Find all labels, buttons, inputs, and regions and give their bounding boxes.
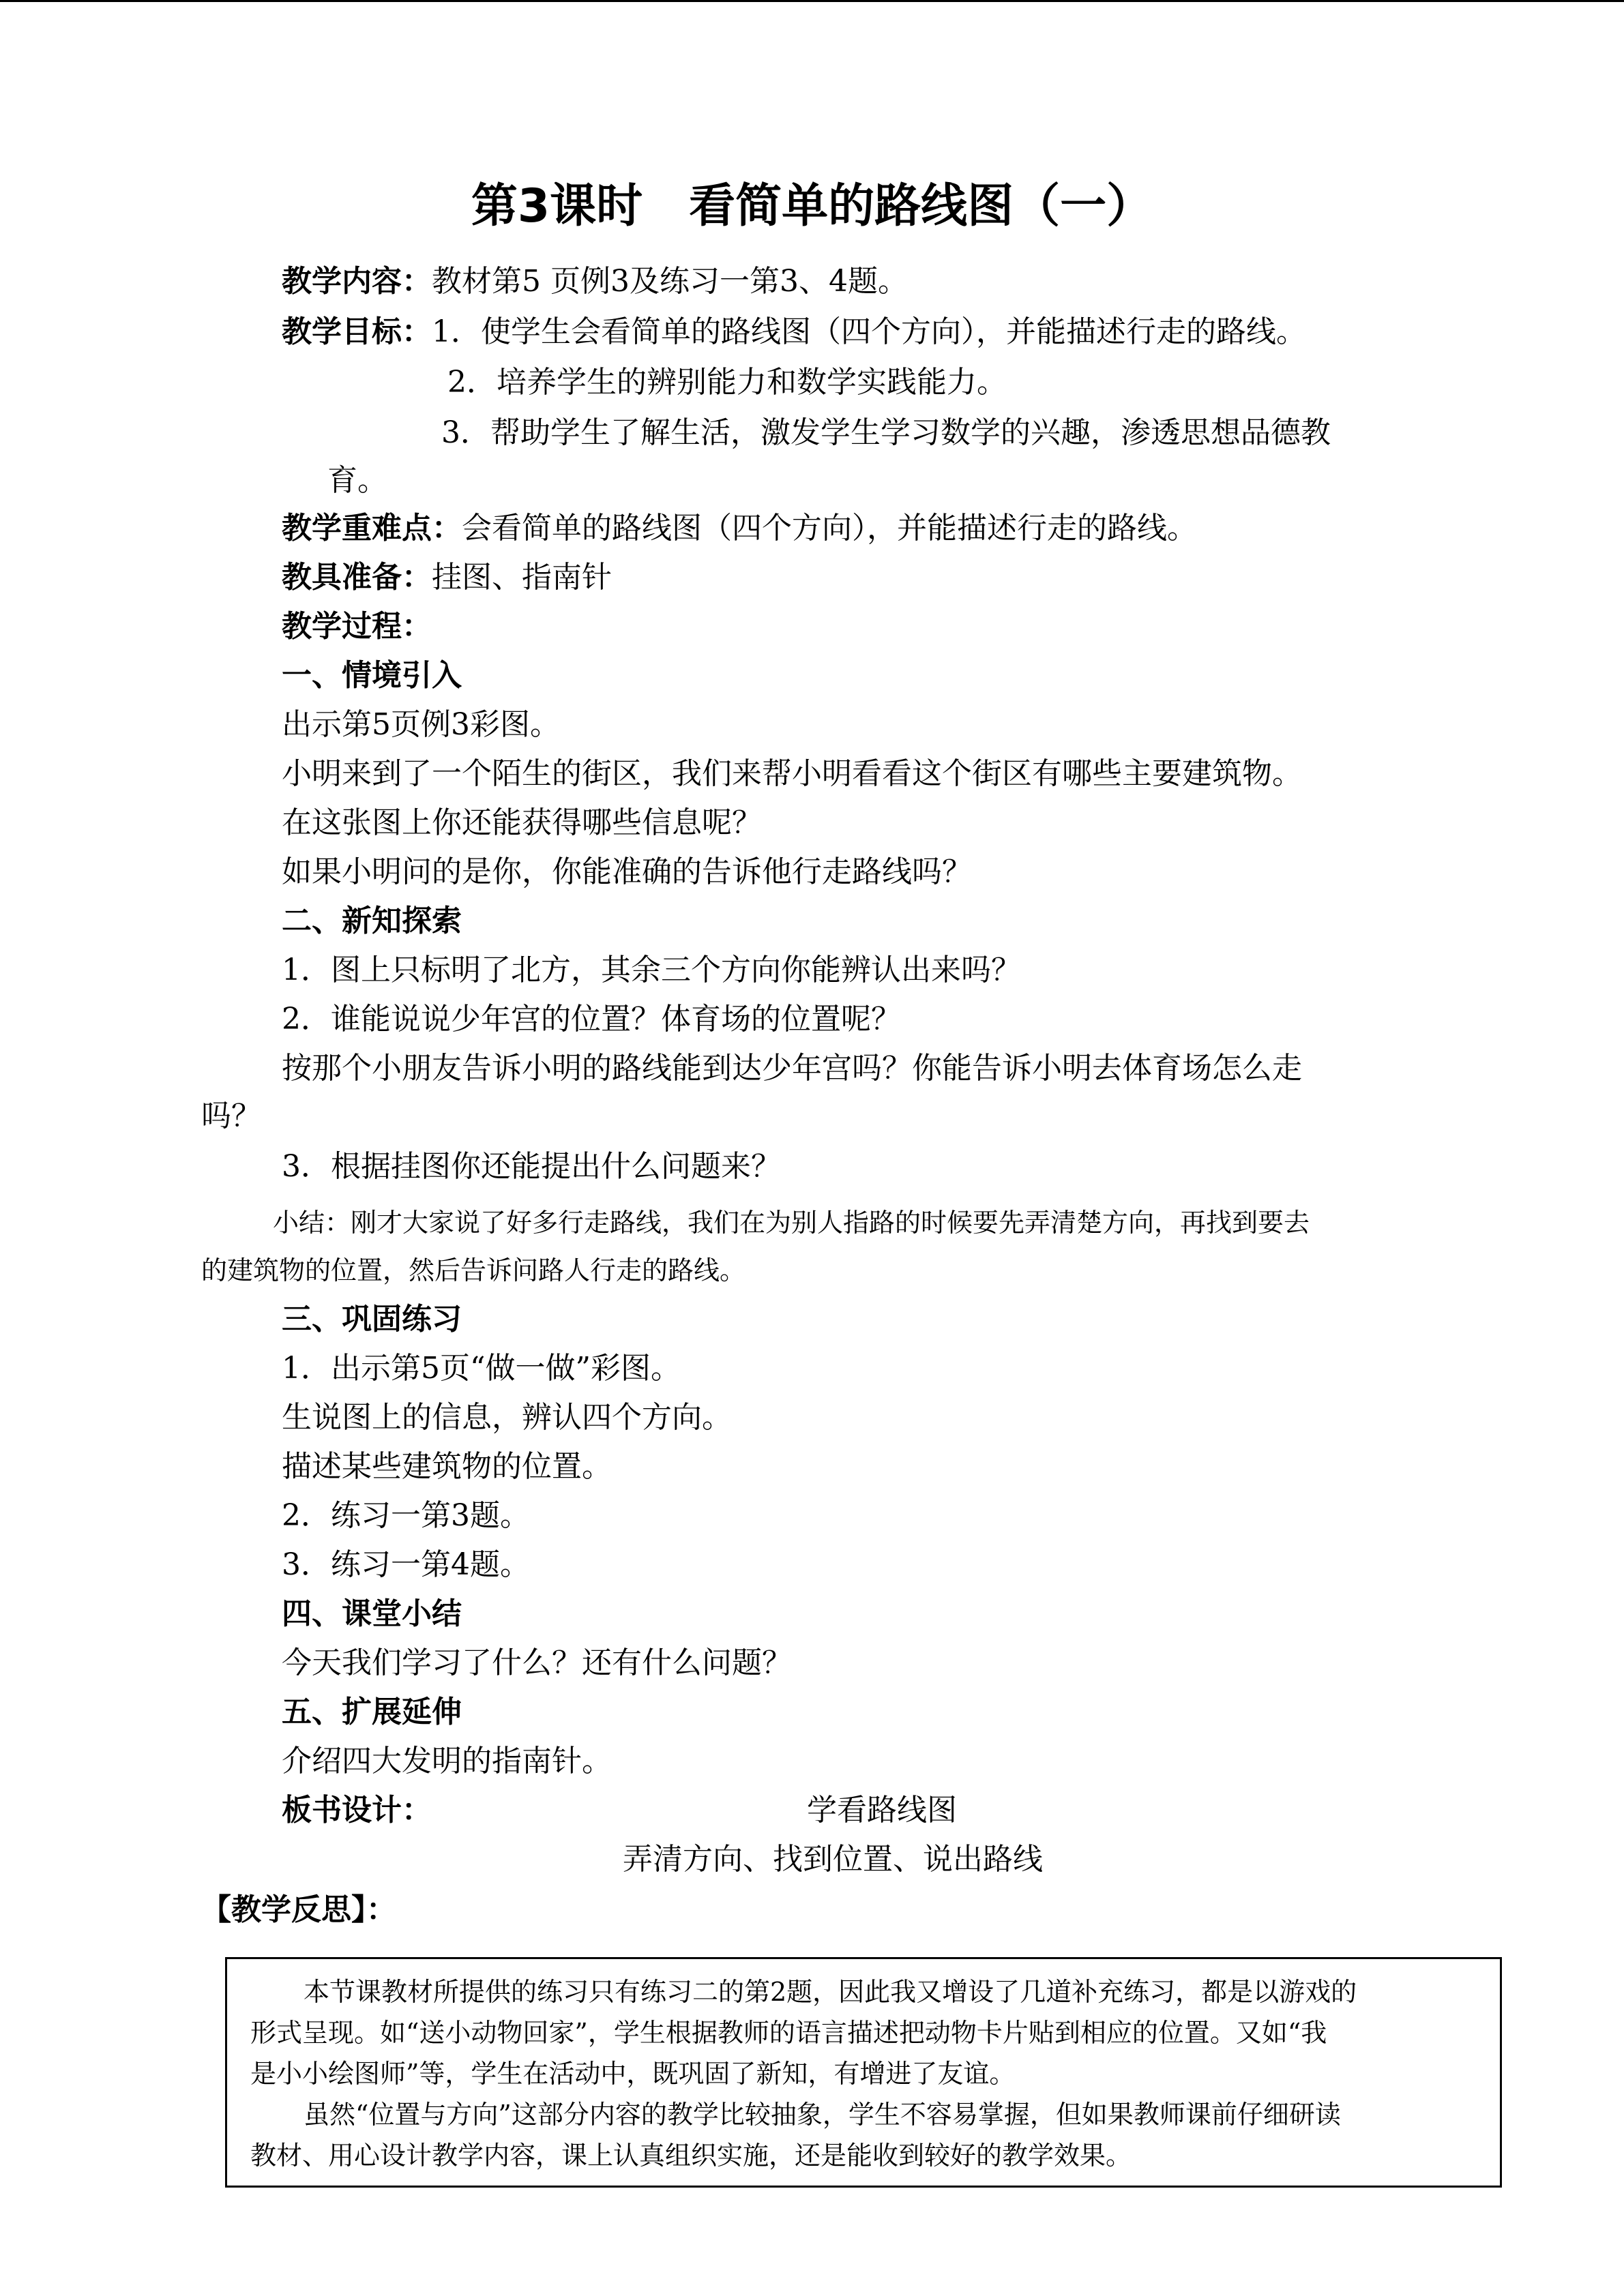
- reflection-line: 教材、用心设计教学内容，课上认真组织实施，还是能收到较好的教学效果。: [250, 2141, 1132, 2171]
- s3-paragraph: 1．出示第5页“做一做”彩图。: [282, 1351, 681, 1386]
- s5-paragraph: 介绍四大发明的指南针。: [282, 1744, 612, 1778]
- reflection-line: 是小小绘图师”等，学生在活动中，既巩固了新知，有增进了友谊。: [250, 2059, 1016, 2089]
- s2-summary: 小结：刚才大家说了好多行走路线，我们在为别人指路的时候要先弄清楚方向，再找到要去: [273, 1208, 1310, 1238]
- s1-paragraph: 出示第5页例3彩图。: [282, 707, 560, 742]
- page-title: 第3课时 看简单的路线图（一）: [471, 179, 1153, 233]
- goal-3a: 3．帮助学生了解生活，激发学生学习数学的兴趣，渗透思想品德教: [441, 415, 1331, 450]
- s3-paragraph: 2．练习一第3题。: [282, 1498, 530, 1533]
- s3-paragraph: 生说图上的信息，辨认四个方向。: [282, 1400, 732, 1435]
- goal-1: 1．使学生会看简单的路线图（四个方向），并能描述行走的路线。: [432, 314, 1306, 349]
- s1-paragraph: 在这张图上你还能获得哪些信息呢？: [282, 805, 762, 840]
- tools-label: 教具准备：: [282, 560, 432, 595]
- s4-paragraph: 今天我们学习了什么？还有什么问题？: [282, 1645, 792, 1680]
- reflection-line: 虽然“位置与方向”这部分内容的教学比较抽象，学生不容易掌握，但如果教师课前仔细研读: [304, 2100, 1341, 2130]
- keypoints-line: [282, 508, 1197, 549]
- reflection-line: 形式呈现。如“送小动物回家”，学生根据教师的语言描述把动物卡片贴到相应的位置。又如“我: [250, 2018, 1327, 2048]
- goals-line: [282, 312, 1306, 353]
- tools-text: 挂图、指南针: [432, 560, 612, 595]
- s2-paragraph: 按那个小朋友告诉小明的路线能到达少年宫吗？你能告诉小明去体育场怎么走: [282, 1051, 1302, 1086]
- reflection-line: 本节课教材所提供的练习只有练习二的第2题，因此我又增设了几道补充练习，都是以游戏的: [304, 1977, 1357, 2007]
- section-4-heading: 四、课堂小结: [282, 1596, 462, 1631]
- board-line: 弄清方向、找到位置、说出路线: [623, 1842, 1043, 1877]
- s2-paragraph: 3．根据挂图你还能提出什么问题来？: [282, 1149, 781, 1184]
- s2-summary: 的建筑物的位置，然后告诉问路人行走的路线。: [201, 1255, 746, 1285]
- s2-paragraph: 吗？: [201, 1099, 261, 1133]
- s2-paragraph: 1．图上只标明了北方，其余三个方向你能辨认出来吗？: [282, 953, 1021, 987]
- process-label: 教学过程：: [282, 609, 432, 644]
- section-1-heading: 一、情境引入: [282, 658, 462, 693]
- s3-paragraph: 3．练习一第4题。: [282, 1547, 530, 1582]
- section-5-heading: 五、扩展延伸: [282, 1695, 462, 1729]
- keypoints-text: 会看简单的路线图（四个方向），并能描述行走的路线。: [462, 511, 1197, 546]
- content-text: 教材第5 页例3及练习一第3、4题。: [432, 264, 908, 299]
- section-2-heading: 二、新知探索: [282, 904, 462, 938]
- goals-label: 教学目标：: [282, 314, 432, 349]
- s2-paragraph: 2．谁能说说少年宫的位置？体育场的位置呢？: [282, 1002, 901, 1037]
- content-label: 教学内容：: [282, 264, 432, 299]
- goal-2: 2．培养学生的辨别能力和数学实践能力。: [447, 365, 1007, 400]
- reflection-box: [225, 1957, 1502, 2188]
- board-title: 学看路线图: [807, 1793, 957, 1828]
- page-top-border: [0, 0, 1624, 2]
- goal-3b: 育。: [327, 463, 387, 498]
- tools-line: [282, 557, 612, 598]
- s3-paragraph: 描述某些建筑物的位置。: [282, 1449, 612, 1484]
- section-3-heading: 三、巩固练习: [282, 1302, 462, 1337]
- content-line: [282, 261, 908, 302]
- reflection-label: 【教学反思】：: [201, 1892, 396, 1927]
- s1-paragraph: 小明来到了一个陌生的街区，我们来帮小明看看这个街区有哪些主要建筑物。: [282, 756, 1302, 791]
- keypoints-label: 教学重难点：: [282, 511, 462, 546]
- board-label: 板书设计：: [282, 1793, 432, 1828]
- s1-paragraph: 如果小明问的是你，你能准确的告诉他行走路线吗？: [282, 854, 972, 889]
